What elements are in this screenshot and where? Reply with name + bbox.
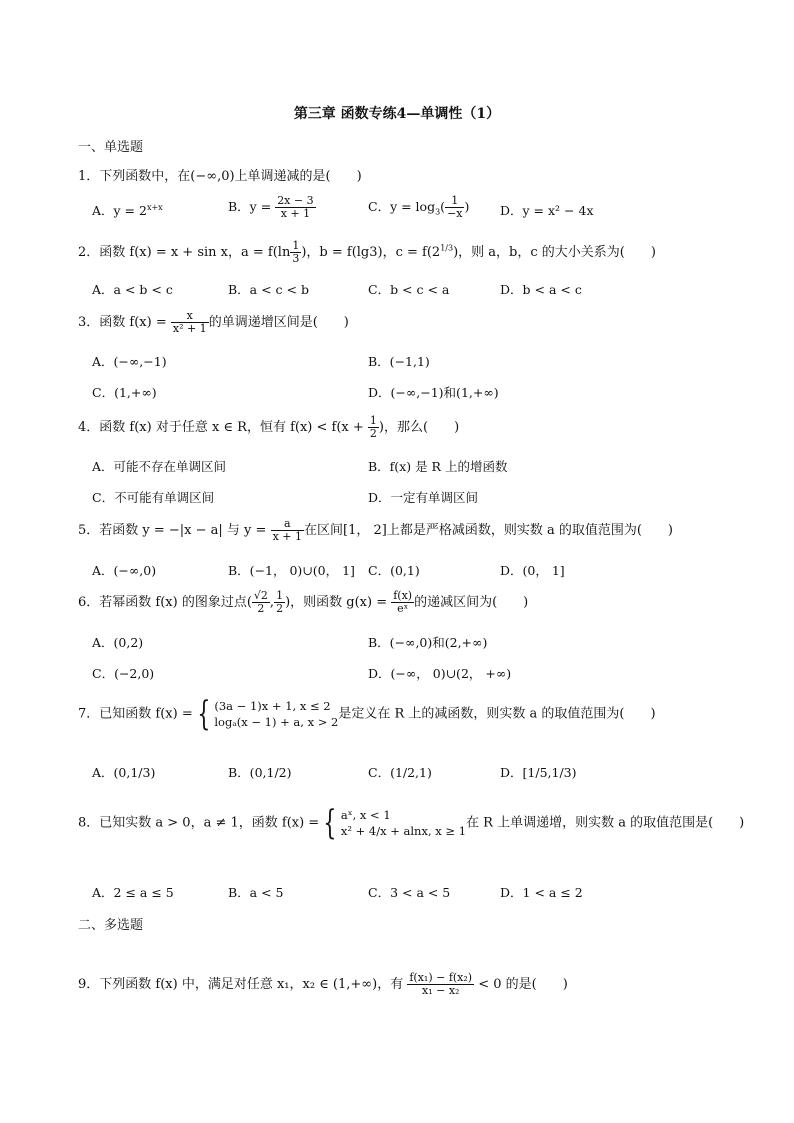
question-2-option-d: D．b < a < c (500, 282, 582, 297)
question-3-option-b: B．(−1,1) (368, 354, 430, 369)
question-6-option-d: D．(−∞， 0)∪(2， +∞) (368, 666, 512, 681)
question-8-option-a: A．2 ≤ a ≤ 5 (92, 885, 174, 900)
question-6-stem: 6．若幂函数 f(x) 的图象过点( $\frac{√2}{2}$ , $\frac{1}{2}$ )，则函数 g(x) = $\frac{f(x)}{\text{eˣ}}$ 的递减区间为( ) (78, 589, 529, 615)
question-8-case-2: x² + 4/x + alnx, x ≥ 1 (340, 824, 467, 838)
question-8-option-d: D．1 < a ≤ 2 (500, 885, 583, 900)
question-6-option-c: C．(−2,0) (92, 666, 155, 681)
question-3-option-d: D．(−∞,−1)和(1,+∞) (368, 385, 499, 400)
question-4-stem: 4．函数 f(x) 对于任意 x ∈ R，恒有 f(x) < f(x + $\frac{1}{2}$ )，那么( ) (78, 414, 460, 440)
question-8-case-1: aˣ, x < 1 (340, 808, 391, 822)
question-2-option-c: C．b < c < a (368, 282, 450, 297)
question-8-stem: 8．已知实数 a > 0，a ≠ 1，函数 f(x) = { aˣ, x < 1 x² + 4/x + alnx, x ≥ 1在 R 上单调递增，则实数 a 的取值范围是( ) (78, 803, 745, 843)
question-4-option-a: A．可能不存在单调区间 (92, 459, 227, 474)
question-1-option-a: A．$y = 2^{x+x}$ (92, 202, 163, 218)
question-4-option-b: B．f(x) 是 R 上的增函数 (368, 459, 508, 474)
question-7-stem: 7．已知函数 f(x) = { (3a − 1)x + 1, x ≤ 2 logₐ(x − 1) + a, x > 2是定义在 R 上的减函数，则实数 a 的取值范围为( ) (78, 694, 656, 734)
question-1-option-b: B．y = $\frac{2x - 3}{x + 1}$ (228, 194, 314, 220)
question-1-stem: 1．下列函数中，在(−∞,0)上单调递减的是( ) (78, 169, 362, 184)
question-3-option-c: C．(1,+∞) (92, 385, 157, 400)
question-5-option-a: A．(−∞,0) (92, 563, 157, 578)
question-3-option-a: A．(−∞,−1) (92, 354, 167, 369)
question-7-option-b: B．(0,1/2) (228, 765, 292, 780)
question-3-stem: 3．函数 f(x) = $\frac{x}{\text{x² + 1}}$ 的单调递增区间是( ) (78, 309, 349, 335)
question-7-case-2: logₐ(x − 1) + a, x > 2 (214, 715, 339, 729)
question-4-option-c: C．不可能有单调区间 (92, 490, 215, 505)
question-6-option-a: A．(0,2) (92, 635, 144, 650)
question-2-option-b: B．a < c < b (228, 282, 309, 297)
question-1-option-d: D．y = x² − 4x (500, 203, 594, 218)
question-7-option-a: A．(0,1/3) (92, 765, 156, 780)
question-7-option-c: C．(1/2,1) (368, 765, 432, 780)
question-2-stem: 2．函数 f(x) = x + sin x，a = f(ln $\frac{1}{3}$ )，b = f(lg3)，$c = f(2^{1/3})$，则 a，b，c 的大小关系为( ) (78, 239, 656, 265)
question-7-case-1: (3a − 1)x + 1, x ≤ 2 (214, 699, 331, 713)
question-9-stem: 9．下列函数 f(x) 中，满足对任意 x₁，x₂ ∈ (1,+∞)，有 $\frac{\text{f(x₁) − f(x₂)}}{\text{x₁ − x₂}}$ < 0 的是( ) (78, 971, 568, 997)
question-4-option-d: D．一定有单调区间 (368, 490, 479, 505)
question-5-option-b: B．(−1， 0)∪(0， 1] (228, 563, 355, 578)
question-5-option-d: D．(0， 1] (500, 563, 565, 578)
question-2-option-a: A．a < b < c (92, 282, 173, 297)
question-6-option-b: B．(−∞,0)和(2,+∞) (368, 635, 488, 650)
question-5-stem: 5．若函数 y = −|x − a| 与 y = $\frac{a}{x + 1}$ 在区间[1， 2]上都是严格减函数，则实数 a 的取值范围为( ) (78, 517, 673, 543)
question-7-option-d: D．[1/5,1/3) (500, 765, 577, 780)
question-1-option-c: C．$y = \log_3$( $\frac{1}{-x}$ ) (368, 194, 470, 220)
section-heading-multiple-choice: 二、多选题 (78, 918, 144, 933)
question-5-option-c: C．(0,1) (368, 563, 420, 578)
section-heading-single-choice: 一、单选题 (78, 140, 144, 155)
page-title: 第三章 函数专练4—单调性（1） (293, 106, 501, 122)
question-8-option-b: B．a < 5 (228, 885, 284, 900)
question-8-option-c: C．3 < a < 5 (368, 885, 451, 900)
